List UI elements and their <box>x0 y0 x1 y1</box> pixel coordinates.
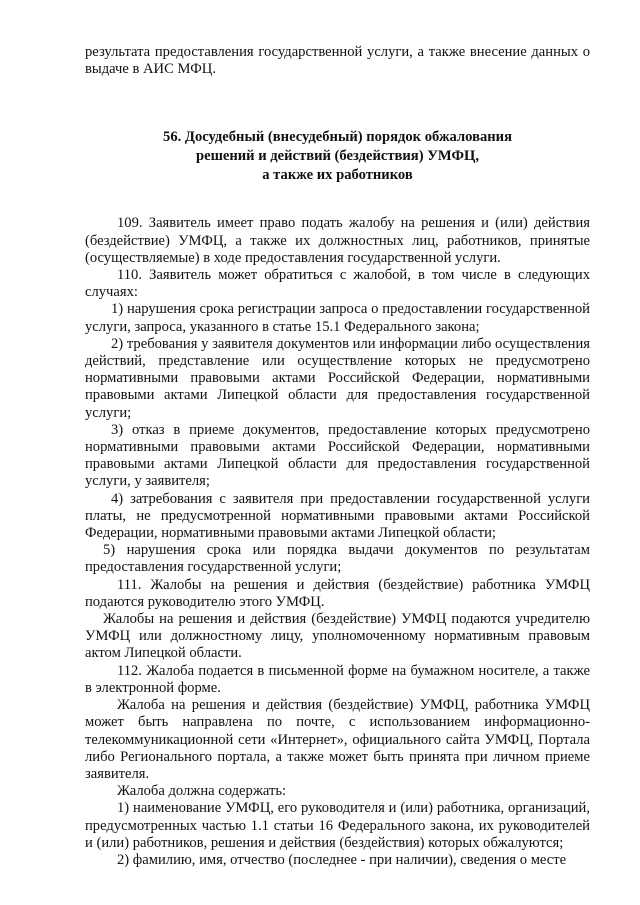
paragraph-112: 112. Жалоба подается в письменной форме на бумажном носителе, а также в электронной форме. <box>85 662 590 696</box>
paragraph-111-b: Жалобы на решения и действия (бездействие) УМФЦ подаются учредителю УМФЦ или должностному лицу, уполномоченному нормативным правовым актом Липецкой области. <box>85 611 590 662</box>
intro-paragraph: результата предоставления государственной услуги, а также внесение данных о выдаче в АИС МФЦ. <box>85 44 590 78</box>
list-item-110-1: 1) нарушения срока регистрации запроса о предоставлении государственной услуги, запроса, указанного в статье 15.1 Федерального закона; <box>85 301 590 335</box>
list-item-110-2: 2) требования у заявителя документов или информации либо осуществления действий, представление или осуществление которых не предусмотрено нормативными правовыми актами Российской Федерации, нормативными правовыми актами Липецкой области для предоставления государственной услуги; <box>85 335 590 421</box>
list-item-112-2: 2) фамилию, имя, отчество (последнее - при наличии), сведения о месте <box>117 851 567 868</box>
list-item-110-4: 4) затребования с заявителя при предоставлении государственной услуги платы, не предусмотренной нормативными правовыми актами Российской Федерации, нормативными правовыми актами Липецкой области; <box>85 490 590 542</box>
paragraph-112-b: Жалоба на решения и действия (бездействие) УМФЦ, работника УМФЦ может быть направлена по почте, с использованием информационно-телекоммуникационной сети «Интернет», официального сайта УМФЦ, Портала либо Регионального портала, а также может быть принята при личном приеме заявителя. <box>85 697 590 782</box>
section-heading <box>85 128 590 185</box>
list-item-110-3: 3) отказ в приеме документов, предоставление которых предусмотрено нормативными правовыми актами Российской Федерации, нормативными правовыми актами Липецкой области для предоставления государственной услуги, у заявителя; <box>85 421 590 490</box>
paragraph-111: 111. Жалобы на решения и действия (бездействие) работника УМФЦ подаются руководителю этого УМФЦ. <box>85 576 590 610</box>
heading-line-1: 56. Досудебный (внесудебный) порядок обжалования <box>163 129 512 146</box>
list-item-110-5: 5) нарушения срока или порядка выдачи документов по результатам предоставления государственной услуги; <box>85 542 590 576</box>
paragraph-112-c: Жалоба должна содержать: <box>117 783 287 800</box>
list-item-112-1: 1) наименование УМФЦ, его руководителя и (или) работника, организаций, предусмотренных частью 1.1 статьи 16 Федерального закона, их руководителей и (или) работников, решения и действия (бездействия) которых обжалуются; <box>85 800 590 851</box>
heading-line-2: решений и действий (бездействия) УМФЦ, <box>195 148 480 165</box>
heading-line-3: а также их работников <box>262 167 413 184</box>
paragraph-109: 109. Заявитель имеет право подать жалобу на решения и (или) действия (бездействие) УМФЦ, а также их должностных лиц, работников, принятые (осуществляемые) в ходе предоставления государственной услуги. <box>85 215 590 266</box>
paragraph-110: 110. Заявитель может обратиться с жалобой, в том числе в следующих случаях: <box>85 267 590 301</box>
